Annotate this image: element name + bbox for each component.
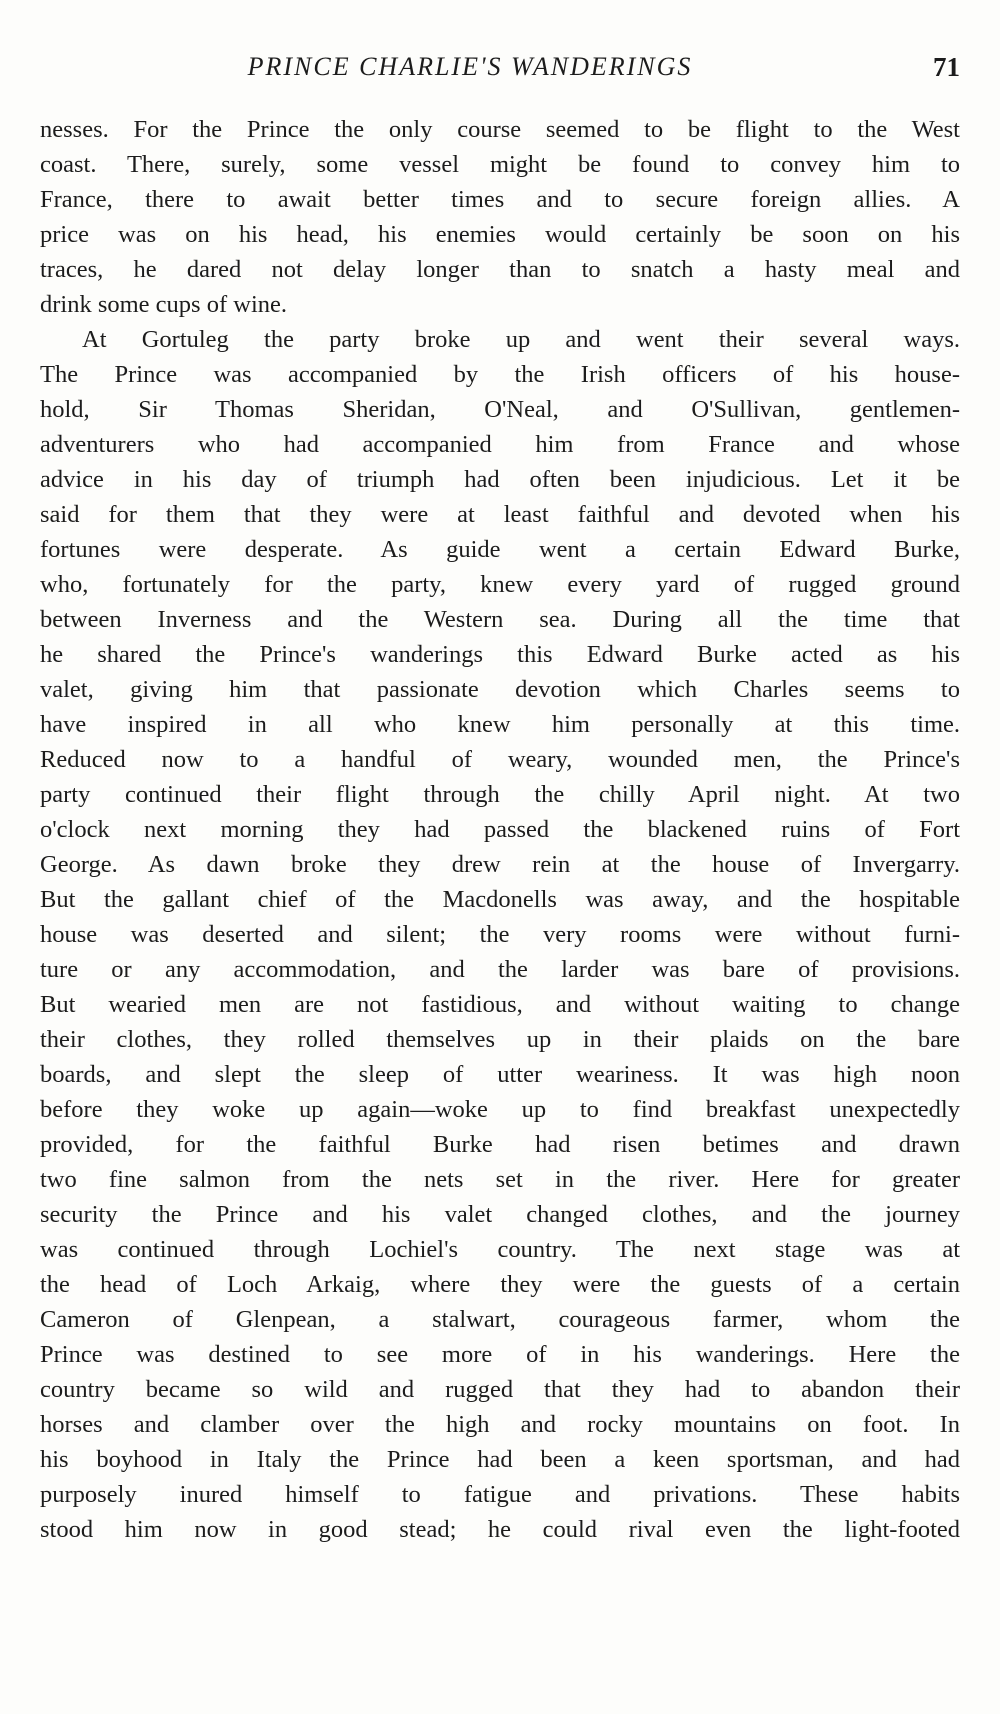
text-line: Cameron of Glenpean, a stalwart, courageous farmer, whom the: [40, 1306, 960, 1333]
text-line: traces, he dared not delay longer than to snatch a hasty meal and: [40, 256, 960, 283]
text-line: party continued their flight through the chilly April night. At two: [40, 781, 960, 808]
text-line: purposely inured himself to fatigue and privations. These habits: [40, 1481, 960, 1508]
text-line: who, fortunately for the party, knew every yard of rugged ground: [40, 571, 960, 598]
text-line: hold, Sir Thomas Sheridan, O'Neal, and O'Sullivan, gentlemen-: [40, 396, 960, 423]
page-number: 71: [933, 52, 960, 82]
text-line: drink some cups of wine.: [40, 291, 287, 318]
text-line: house was deserted and silent; the very rooms were without furni-: [40, 921, 960, 948]
text-line: said for them that they were at least faithful and devoted when his: [40, 501, 960, 528]
text-line: nesses. For the Prince the only course seemed to be flight to the West: [40, 116, 960, 143]
text-line: But the gallant chief of the Macdonells was away, and the hospitable: [40, 886, 960, 913]
text-line: before they woke up again—woke up to find breakfast unexpectedly: [40, 1096, 960, 1123]
text-line: fortunes were desperate. As guide went a certain Edward Burke,: [40, 536, 960, 563]
text-line: advice in his day of triumph had often been injudicious. Let it be: [40, 466, 960, 493]
text-line: The Prince was accompanied by the Irish officers of his house-: [40, 361, 960, 388]
text-line: Prince was destined to see more of in his wanderings. Here the: [40, 1341, 960, 1368]
text-line: their clothes, they rolled themselves up in their plaids on the bare: [40, 1026, 960, 1053]
text-line: France, there to await better times and to secure foreign allies. A: [40, 186, 960, 213]
text-line: was continued through Lochiel's country. The next stage was at: [40, 1236, 960, 1263]
text-line: At Gortuleg the party broke up and went their several ways.: [82, 326, 960, 353]
text-line: stood him now in good stead; he could rival even the light-footed: [40, 1516, 960, 1543]
text-line: valet, giving him that passionate devotion which Charles seems to: [40, 676, 960, 703]
text-line: price was on his head, his enemies would certainly be soon on his: [40, 221, 960, 248]
text-line: between Inverness and the Western sea. During all the time that: [40, 606, 960, 633]
text-line: two fine salmon from the nets set in the river. Here for greater: [40, 1166, 960, 1193]
text-line: the head of Loch Arkaig, where they were the guests of a certain: [40, 1271, 960, 1298]
text-line: boards, and slept the sleep of utter weariness. It was high noon: [40, 1061, 960, 1088]
text-line: George. As dawn broke they drew rein at the house of Invergarry.: [40, 851, 960, 878]
text-line: his boyhood in Italy the Prince had been a keen sportsman, and had: [40, 1446, 960, 1473]
text-line: he shared the Prince's wanderings this Edward Burke acted as his: [40, 641, 960, 668]
text-line: Reduced now to a handful of weary, wounded men, the Prince's: [40, 746, 960, 773]
text-line: country became so wild and rugged that they had to abandon their: [40, 1376, 960, 1403]
text-line: adventurers who had accompanied him from France and whose: [40, 431, 960, 458]
text-line: have inspired in all who knew him personally at this time.: [40, 711, 960, 738]
text-line: ture or any accommodation, and the larder was bare of provisions.: [40, 956, 960, 983]
text-line: provided, for the faithful Burke had risen betimes and drawn: [40, 1131, 960, 1158]
page-header: [40, 52, 960, 92]
running-title: PRINCE CHARLIE'S WANDERINGS: [247, 52, 693, 81]
text-line: coast. There, surely, some vessel might be found to convey him to: [40, 151, 960, 178]
body-text: [40, 112, 960, 1547]
text-line: o'clock next morning they had passed the blackened ruins of Fort: [40, 816, 960, 843]
text-line: horses and clamber over the high and rocky mountains on foot. In: [40, 1411, 960, 1438]
text-line: But wearied men are not fastidious, and without waiting to change: [40, 991, 960, 1018]
text-line: security the Prince and his valet changed clothes, and the journey: [40, 1201, 960, 1228]
